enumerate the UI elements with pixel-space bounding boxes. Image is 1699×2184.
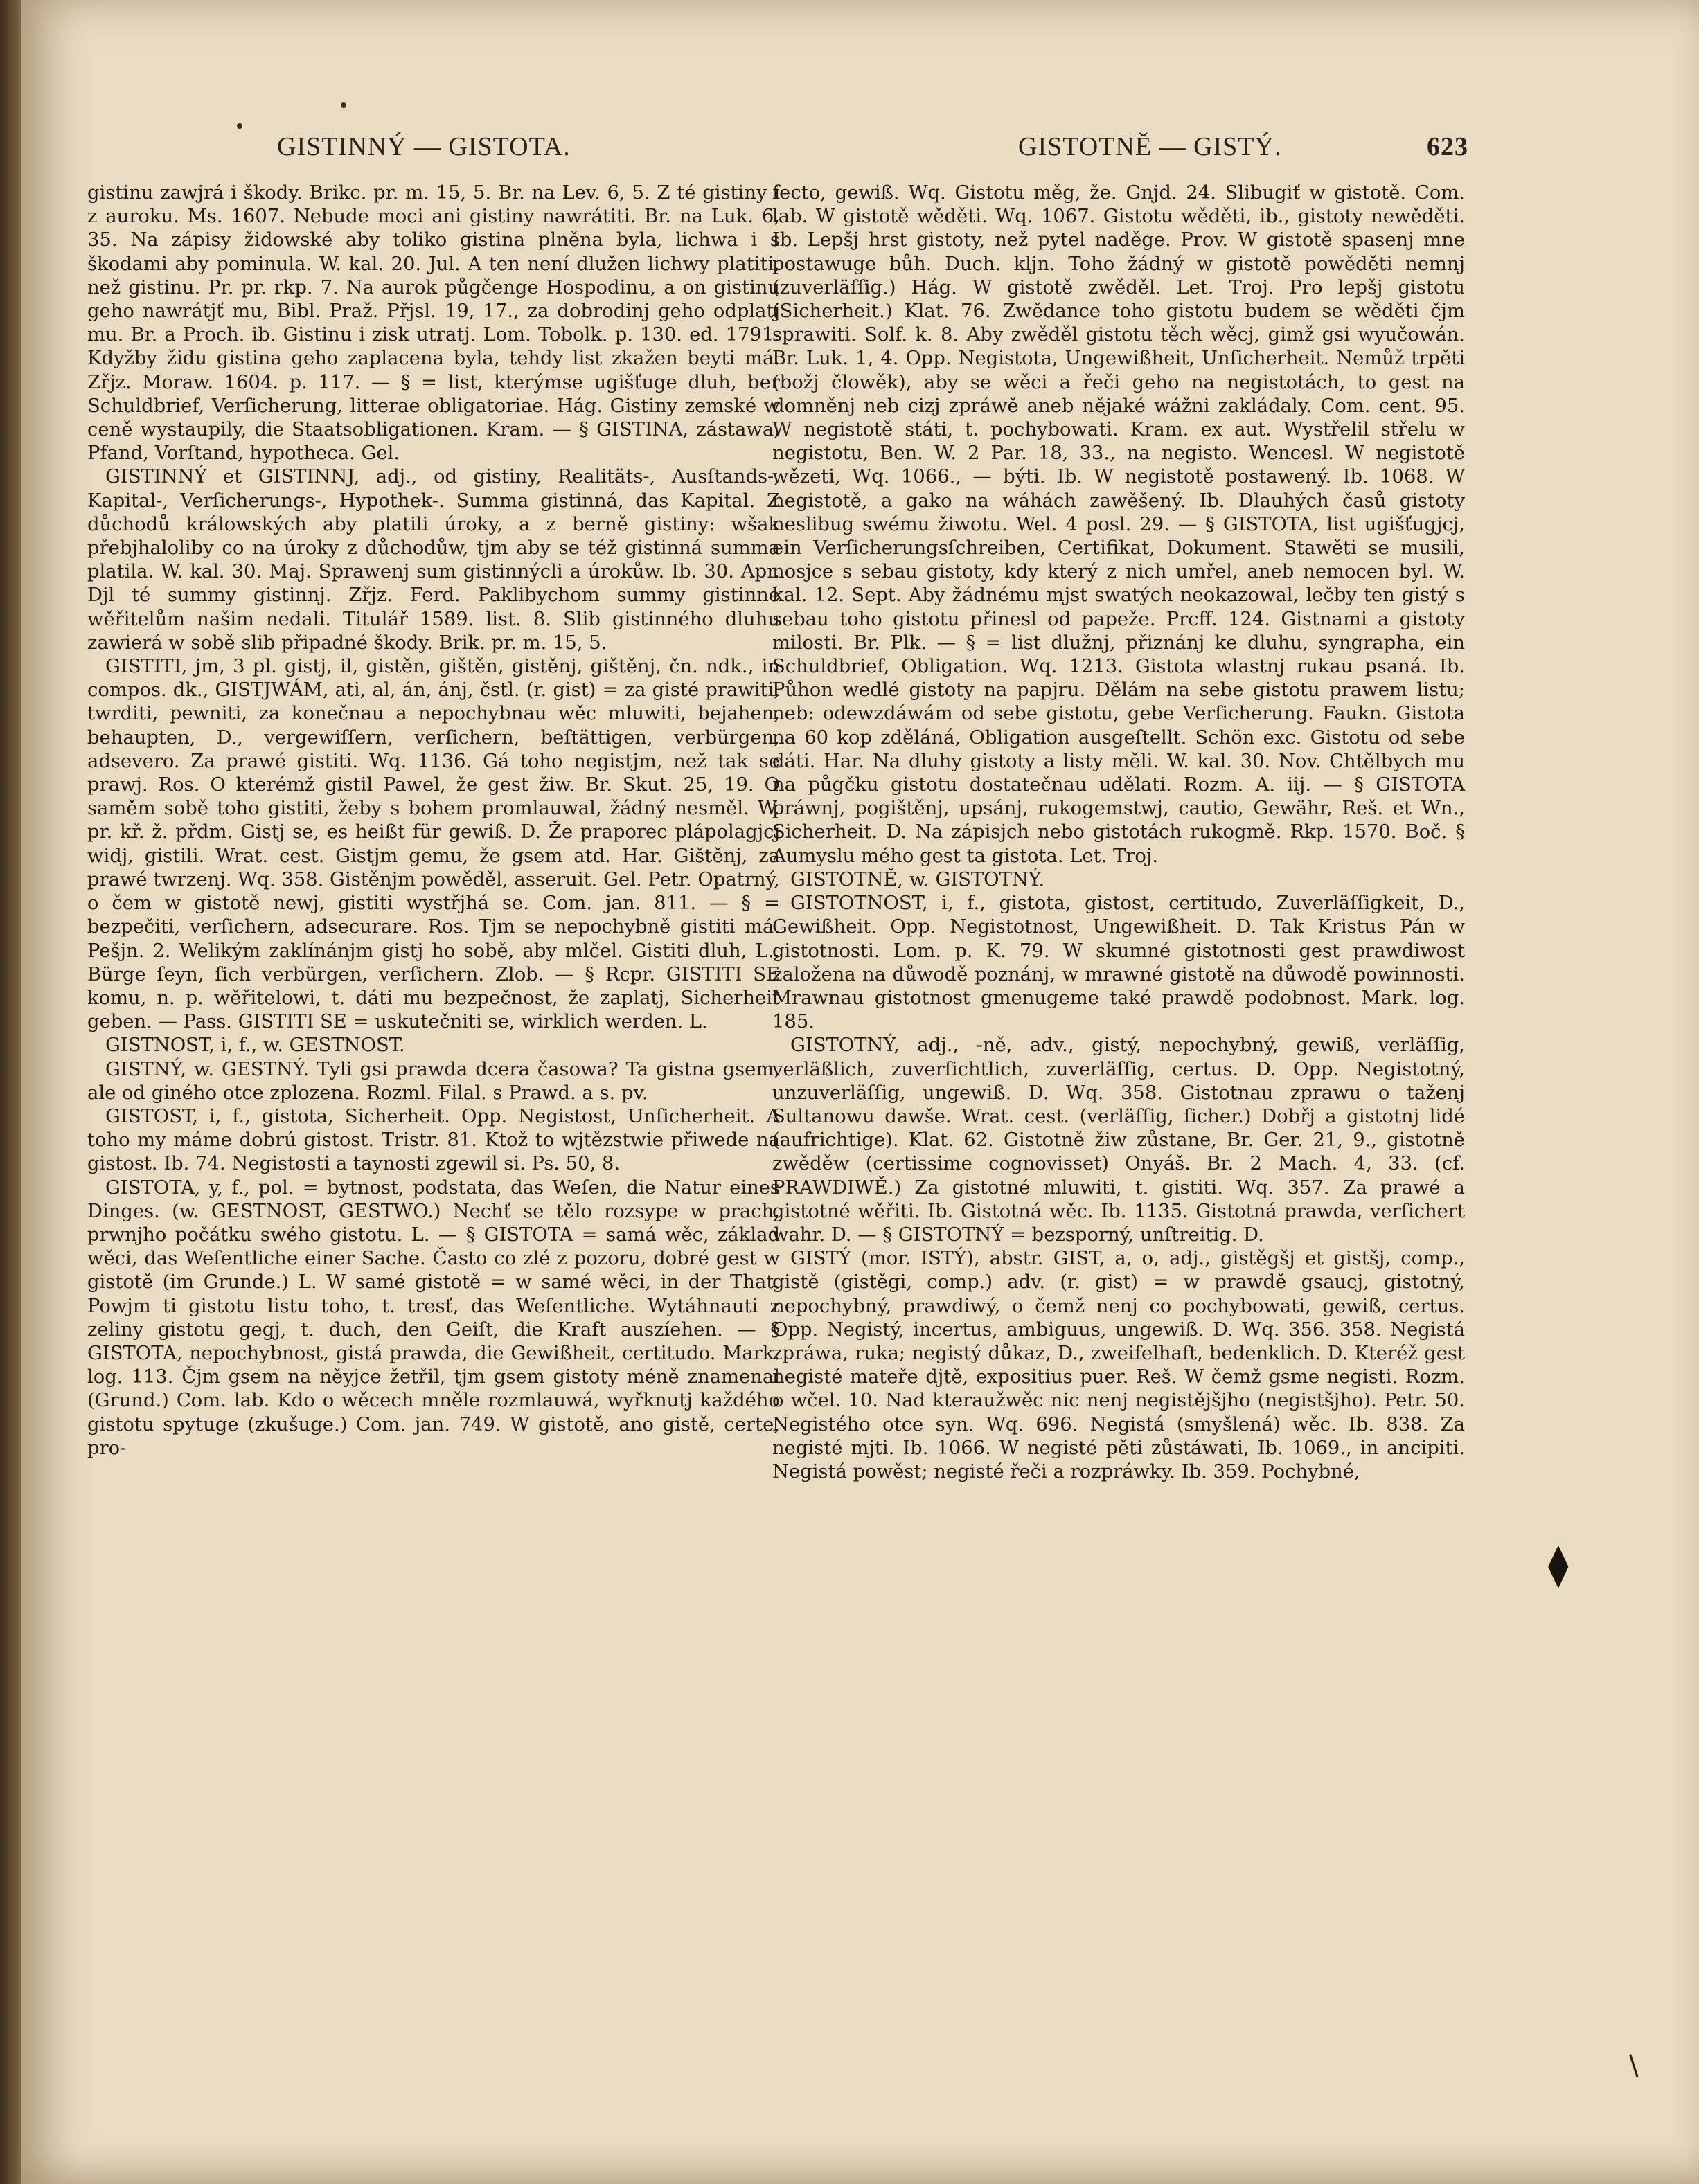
print-dot [341,102,346,108]
entry-paragraph: GISTOST, i, f., gistota, Sicherheit. Opp. Negistost, Unſicherheit. A toho my máme dobrú gistost. Tristr. 81. Ktož to wjtězstwie přiwede na gistost. Ib. 74. Negistosti a taynosti zgewil si. Ps. 50, 8. [87,1105,780,1175]
entry-paragraph: GISTNÝ, w. GESTNÝ. Tyli gsi prawda dcera časowa? Ta gistna gsem, ale od giného otce zplozena. Rozml. Filal. s Prawd. a s. pv. [87,1058,780,1104]
dictionary-page [21,0,1699,2184]
left-running-head: GISTINNÝ — GISTOTA. [277,132,571,161]
right-running-head: GISTOTNĚ — GISTÝ. [1018,132,1282,161]
entry-paragraph: GISTOTA, y, f., pol. = bytnost, podstata, das Weſen, die Natur eines Dinges. (w. GESTNOST, GESTWO.) Nechť se tělo rozsype w prach, prwnjho počátku swého gistotu. L. — § GISTOTA = samá wěc, základ wěci, das Weſentliche einer Sache. Často co zlé z pozoru, dobré gest w gistotě (im Grunde.) L. W samé gistotě = w samé wěci, in der That. Powjm ti gistotu listu toho, t. tresť, das Weſentliche. Wytáhnauti z zeliny gistotu gegj, t. duch, den Geiſt, die Kraft auszíehen. — § GISTOTA, nepochybnost, gistá prawda, die Gewißheit, certitudo. Mark. log. 113. Čjm gsem na něyjce žetřil, tjm gsem gistoty méně znamenal (Grund.) Com. lab. Kdo o wěcech mněle rozmlauwá, wyřknutj každého gistotu spytuge (zkušuge.) Com. jan. 749. W gistotě, ano gistě, certe, pro- [87,1176,780,1459]
stray-ink-mark: ∕ [1621,2050,1647,2082]
entry-paragraph: GISTINNÝ et GISTINNJ, adj., od gistiny, Realitäts-, Ausſtands-, Kapital-, Verſicherungs-, Hypothek-. Summa gistinná, das Kapital. Z důchodů králowských aby platili úroky, a z berně gistiny: wšak přebjhaloliby co na úroky z důchodůw, tjm aby se též gistinná summa platila. W. kal. 30. Maj. Sprawenj sum gistinnýcli a úrokůw. Ib. 30. Apr. Djl té summy gistinnj. Zřjz. Ferd. Paklibychom summy gistinné wěřitelům našim nedali. Titulář 1589. list. 8. Slib gistinného dluhu zawierá w sobě slib připadné škody. Brik. pr. m. 15, 5. [87,466,780,654]
margin-ink-mark: ⧫ [1548,1541,1569,1589]
right-column [772,181,1465,1484]
entry-paragraph: GISTÝ (mor. ISTÝ), abstr. GIST, a, o, adj., gistěgšj et gistšj, comp., gistě (gistěgi, comp.) adv. (r. gist) = w prawdě gsaucj, gistotný, nepochybný, prawdiwý, o čemž nenj co pochybowati, gewiß, certus. Opp. Negistý, incertus, ambiguus, ungewiß. D. Wq. 356. 358. Negistá zpráwa, ruka; negistý důkaz, D., zweifelhaft, bedenklich. D. Kteréž gest negisté mateře djtě, expositius puer. Reš. W čemž gsme negisti. Rozm. o wčel. 10. Nad kteraužwěc nic nenj negistějšjho (negistšjho). Petr. 50. Negistého otce syn. Wq. 696. Negistá (smyšlená) wěc. Ib. 838. Za negisté mjti. Ib. 1066. W negisté pěti zůstáwati, Ib. 1069., in ancipiti. Negistá powěst; negisté řeči a rozpráwky. Ib. 359. Pochybné, [772,1248,1465,1483]
binding-gutter [0,0,21,2184]
entry-paragraph: GISTITI, jm, 3 pl. gistj, il, gistěn, gištěn, gistěnj, gištěnj, čn. ndk., in compos. dk., GISTJWÁM, ati, al, án, ánj, čstl. (r. gist) = za gisté prawiti, twrditi, pewniti, za konečnau a nepochybnau wěc mluwiti, bejahen, behaupten, D., vergewiſſern, verſichern, beſtättigen, verbürgen, adsevero. Za prawé gistiti. Wq. 1136. Gá toho negistjm, než tak se prawj. Ros. O kterémž gistil Pawel, že gest žiw. Br. Skut. 25, 19. O saměm sobě toho gistiti, žeby s bohem promlauwal, žádný nesměl. W. pr. kř. ž. přdm. Gistj se, es heißt für gewiß. D. Že praporec plápolagjcj widj, gistili. Wrat. cest. Gistjm gemu, že gsem atd. Har. Gištěnj, za prawé twrzenj. Wq. 358. Gistěnjm powěděl, asseruit. Gel. Petr. Opatrný, o čem w gistotě newj, gistiti wystřjhá se. Com. jan. 811. — § = bezpečiti, verſichern, adsecurare. Ros. Tjm se nepochybně gistiti má. Pešjn. 2. Welikým zaklínánjm gistj ho sobě, aby mlčel. Gistiti dluh, L., Bürge ſeyn, ſich verbürgen, verſichern. Zlob. — § Rcpr. GISTITI SE komu, n. p. wěřitelowi, t. dáti mu bezpečnost, že zaplatj, Sicherheit geben. — Pass. GISTITI SE = uskutečniti se, wirklich werden. L. [87,656,780,1033]
entry-paragraph: GISTOTNÝ, adj., -ně, adv., gistý, nepochybný, gewiß, verläſſig, verläßlich, zuverſichtlich, zuverläſſig, certus. D. Opp. Negistotný, unzuverläſſig, ungewiß. D. Wq. 358. Gistotnau zprawu o taženj Sultanowu dawše. Wrat. cest. (verläſſig, ſicher.) Dobřj a gistotnj lidé (aufrichtige). Klat. 62. Gistotně žiw zůstane, Br. Ger. 21, 9., gistotně zwěděw (certissime cognovisset) Onyáš. Br. 2 Mach. 4, 33. (cf. PRAWDIWĚ.) Za gistotné mluwiti, t. gistiti. Wq. 357. Za prawé a gistotné wěřiti. Ib. Gistotná wěc. Ib. 1135. Gistotná prawda, verſichert wahr. D. — § GISTOTNÝ = bezsporný, unſtreitig. D. [772,1035,1465,1246]
entry-paragraph: GISTOTNĚ, w. GISTOTNÝ. [790,868,1045,890]
entry-paragraph: gistinu zawjrá i škody. Brikc. pr. m. 15, 5. Br. na Lev. 6, 5. Z té gistiny i z auroku. Ms. 1607. Nebude moci ani gistiny nawrátiti. Br. na Luk. 6, 35. Na zápisy židowské aby toliko gistina plněna byla, lichwa i s škodami aby pominula. W. kal. 20. Jul. A ten není dlužen lichwy platiti, než gistinu. Pr. pr. rkp. 7. Na aurok půgčenge Hospodinu, a on gistinu geho nawrátjť mu, Bibl. Praž. Přjsl. 19, 17., za dobrodinj geho odplatj mu. Br. a Proch. ib. Gistinu i zisk utratj. Lom. Tobolk. p. 130. ed. 1791. Kdyžby židu gistina geho zaplacena byla, tehdy list zkažen beyti má. Zřjz. Moraw. 1604. p. 117. — § = list, kterýmse ugišťuge dluh, ber Schuldbrief, Verſicherung, litterae obligatoriae. Hág. Gistiny zemské w ceně wystaupily, die Staatsobligationen. Kram. — § GISTINA, zástawa, Pfand, Vorſtand, hypotheca. Gel. [87,182,780,465]
entry-paragraph: fecto, gewiß. Wq. Gistotu měg, že. Gnjd. 24. Slibugiť w gistotě. Com. lab. W gistotě wěděti. Wq. 1067. Gistotu wěděti, ib., gistoty newěděti. Ib. Lepšj hrst gistoty, než pytel naděge. Prov. W gistotě spasenj mne postawuge bůh. Duch. kljn. Toho žádný w gistotě powěděti nemnj (zuverläſſig.) Hág. W gistotě zwěděl. Let. Troj. Pro lepšj gistotu (Sicherheit.) Klat. 76. Zwědance toho gistotu budem se wěděti čjm sprawiti. Solf. k. 8. Aby zwěděl gistotu těch wěcj, gimž gsi wyučowán. Br. Luk. 1, 4. Opp. Negistota, Ungewißheit, Unſicherheit. Nemůž trpěti (božj člowěk), aby se wěci a řeči geho na negistotách, to gest na domněnj neb cizj zpráwě aneb nějaké wážni zakládaly. Com. cent. 95. W negistotě státi, t. pochybowati. Kram. ex aut. Wystřelil střelu w negistotu, Ben. W. 2 Par. 18, 33., na negisto. Wencesl. W negistotě wězeti, Wq. 1066., — býti. Ib. W negistotě postawený. Ib. 1068. W negistotě, a gako na wáhách zawěšený. Ib. Dlauhých časů gistoty neslibug swému žiwotu. Wel. 4 posl. 29. — § GISTOTA, list ugišťugjcj, ein Verſicherungsſchreiben, Certifikat, Dokument. Stawěti se musili, nosjce s sebau gistoty, kdy který z nich umřel, aneb nemocen byl. W. kal. 12. Sept. Aby žádnému mjst swatých neokazowal, lečby ten gistý s sebau toho gistotu přinesl od papeže. Prcff. 124. Gistnami a gistoty milosti. Br. Plk. — § = list dlužnj, přiznánj ke dluhu, syngrapha, ein Schuldbrief, Obligation. Wq. 1213. Gistota wlastnj rukau psaná. Ib. Půhon wedlé gistoty na papjru. Dělám na sebe gistotu prawem listu; neb: odewzdáwám od sebe gistotu, gebe Verſicherung. Faukn. Gistota na 60 kop zděláná, Obligation ausgeſtellt. Schön exc. Gistotu od sebe dáti. Har. Na dluhy gistoty a listy měli. W. kal. 30. Nov. Chtělbych mu na půgčku gistotu dostatečnau udělati. Rozm. A. iij. — § GISTOTA práwnj, pogištěnj, upsánj, rukogemstwj, cautio, Gewähr, Reš. et Wn., Sicherheit. D. Na zápisjch nebo gistotách rukogmě. Rkp. 1570. Boč. § Aumyslu mého gest ta gistota. Let. Troj. [772,182,1465,867]
entry-paragraph: GISTNOST, i, f., w. GESTNOST. [105,1035,405,1057]
entry-paragraph: GISTOTNOST, i, f., gistota, gistost, certitudo, Zuverläſſigkeit, D., Gewißheit. Opp. Negistotnost, Ungewißheit. D. Tak Kristus Pán w gistotnosti. Lom. p. K. 79. W skumné gistotnosti gest prawdiwost založena na důwodě poznánj, w mrawné gistotě na důwodě powinnosti. Mrawnau gistotnost gmenugeme také prawdě podobnost. Mark. log. 185. [772,893,1465,1033]
left-column [87,181,780,1460]
running-header [256,132,1503,173]
print-dot [237,123,242,129]
page-number: 623 [1427,132,1468,161]
